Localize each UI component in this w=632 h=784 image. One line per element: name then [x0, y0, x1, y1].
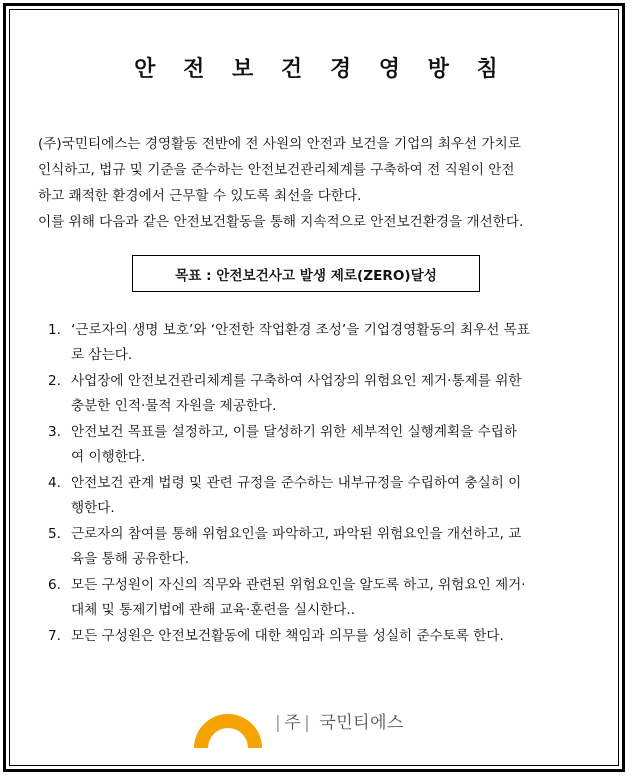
- logo-arc-icon: [192, 712, 264, 784]
- item-line: 안전보건 목표를 설정하고, 이를 달성하기 위한 세부적인 실행계획을 수립하: [71, 424, 517, 440]
- company-logo: [192, 702, 422, 742]
- item-number: 3.: [48, 424, 61, 440]
- item-number: 6.: [48, 577, 61, 593]
- item-line: 근로자의 참여를 통해 위험요인을 파악하고, 파악된 위험요인을 개선하고, 교: [71, 526, 522, 542]
- item-line: 로 삼는다.: [71, 347, 133, 363]
- intro-line: (주)국민티에스는 경영활동 전반에 전 사원의 안전과 보건을 기업의 최우선 가치로: [38, 136, 521, 152]
- item-number: 4.: [48, 475, 61, 491]
- item-line: ‘근로자의 생명 보호’와 ‘안전한 작업환경 조성’을 기업경영활동의 최우선 목표: [71, 322, 530, 338]
- logo-bracket-text: 주: [284, 713, 302, 733]
- document-title: 안 전 보 건 경 영 방 침: [134, 57, 508, 82]
- item-line: 안전보건 관계 법령 및 관련 규정을 준수하는 내부규정을 수립하여 충실히 이: [71, 475, 522, 491]
- list-item: [44, 420, 604, 470]
- goal-text: 목표 : 안전보건사고 발생 제로(ZERO)달성: [175, 267, 437, 284]
- goal-box: [132, 255, 480, 292]
- item-number: 7.: [48, 628, 61, 644]
- intro-line: 하고 쾌적한 환경에서 근무할 수 있도록 최선을 다한다.: [38, 188, 362, 204]
- item-number: 2.: [48, 373, 61, 389]
- list-item: [44, 318, 604, 368]
- item-line: 충분한 인적·물적 자원을 제공한다.: [71, 398, 277, 414]
- list-item: [44, 624, 604, 649]
- item-line: 육을 통해 공유한다.: [71, 551, 190, 567]
- item-line: 행한다.: [71, 500, 115, 516]
- item-number: 5.: [48, 526, 61, 542]
- logo-company-name: 국민티에스: [319, 713, 404, 733]
- item-line: 모든 구성원이 자신의 직무와 관련된 위험요인을 알도록 하고, 위험요인 제거·: [71, 577, 526, 593]
- list-item: [44, 471, 604, 521]
- list-item: [44, 522, 604, 572]
- item-number: 1.: [48, 322, 61, 338]
- list-item: [44, 573, 604, 623]
- item-line: 대체 및 통제기법에 관해 교육·훈련을 실시한다..: [71, 602, 356, 618]
- intro-line: 인식하고, 법규 및 기준을 준수하는 안전보건관리체계를 구축하여 전 직원이 안전: [38, 162, 515, 178]
- policy-list: [44, 318, 604, 650]
- logo-text: | 주 | 국민티에스: [275, 713, 404, 733]
- intro-line: 이를 위해 다음과 같은 안전보건활동을 통해 지속적으로 안전보건환경을 개선한다.: [38, 214, 524, 230]
- list-item: [44, 369, 604, 419]
- item-line: 여 이행한다.: [71, 449, 146, 465]
- item-line: 모든 구성원은 안전보건활동에 대한 책임과 의무를 성실히 준수토록 한다.: [71, 628, 504, 644]
- intro-paragraph: [38, 131, 596, 235]
- item-line: 사업장에 안전보건관리체계를 구축하여 사업장의 위험요인 제거·통제를 위한: [71, 373, 522, 389]
